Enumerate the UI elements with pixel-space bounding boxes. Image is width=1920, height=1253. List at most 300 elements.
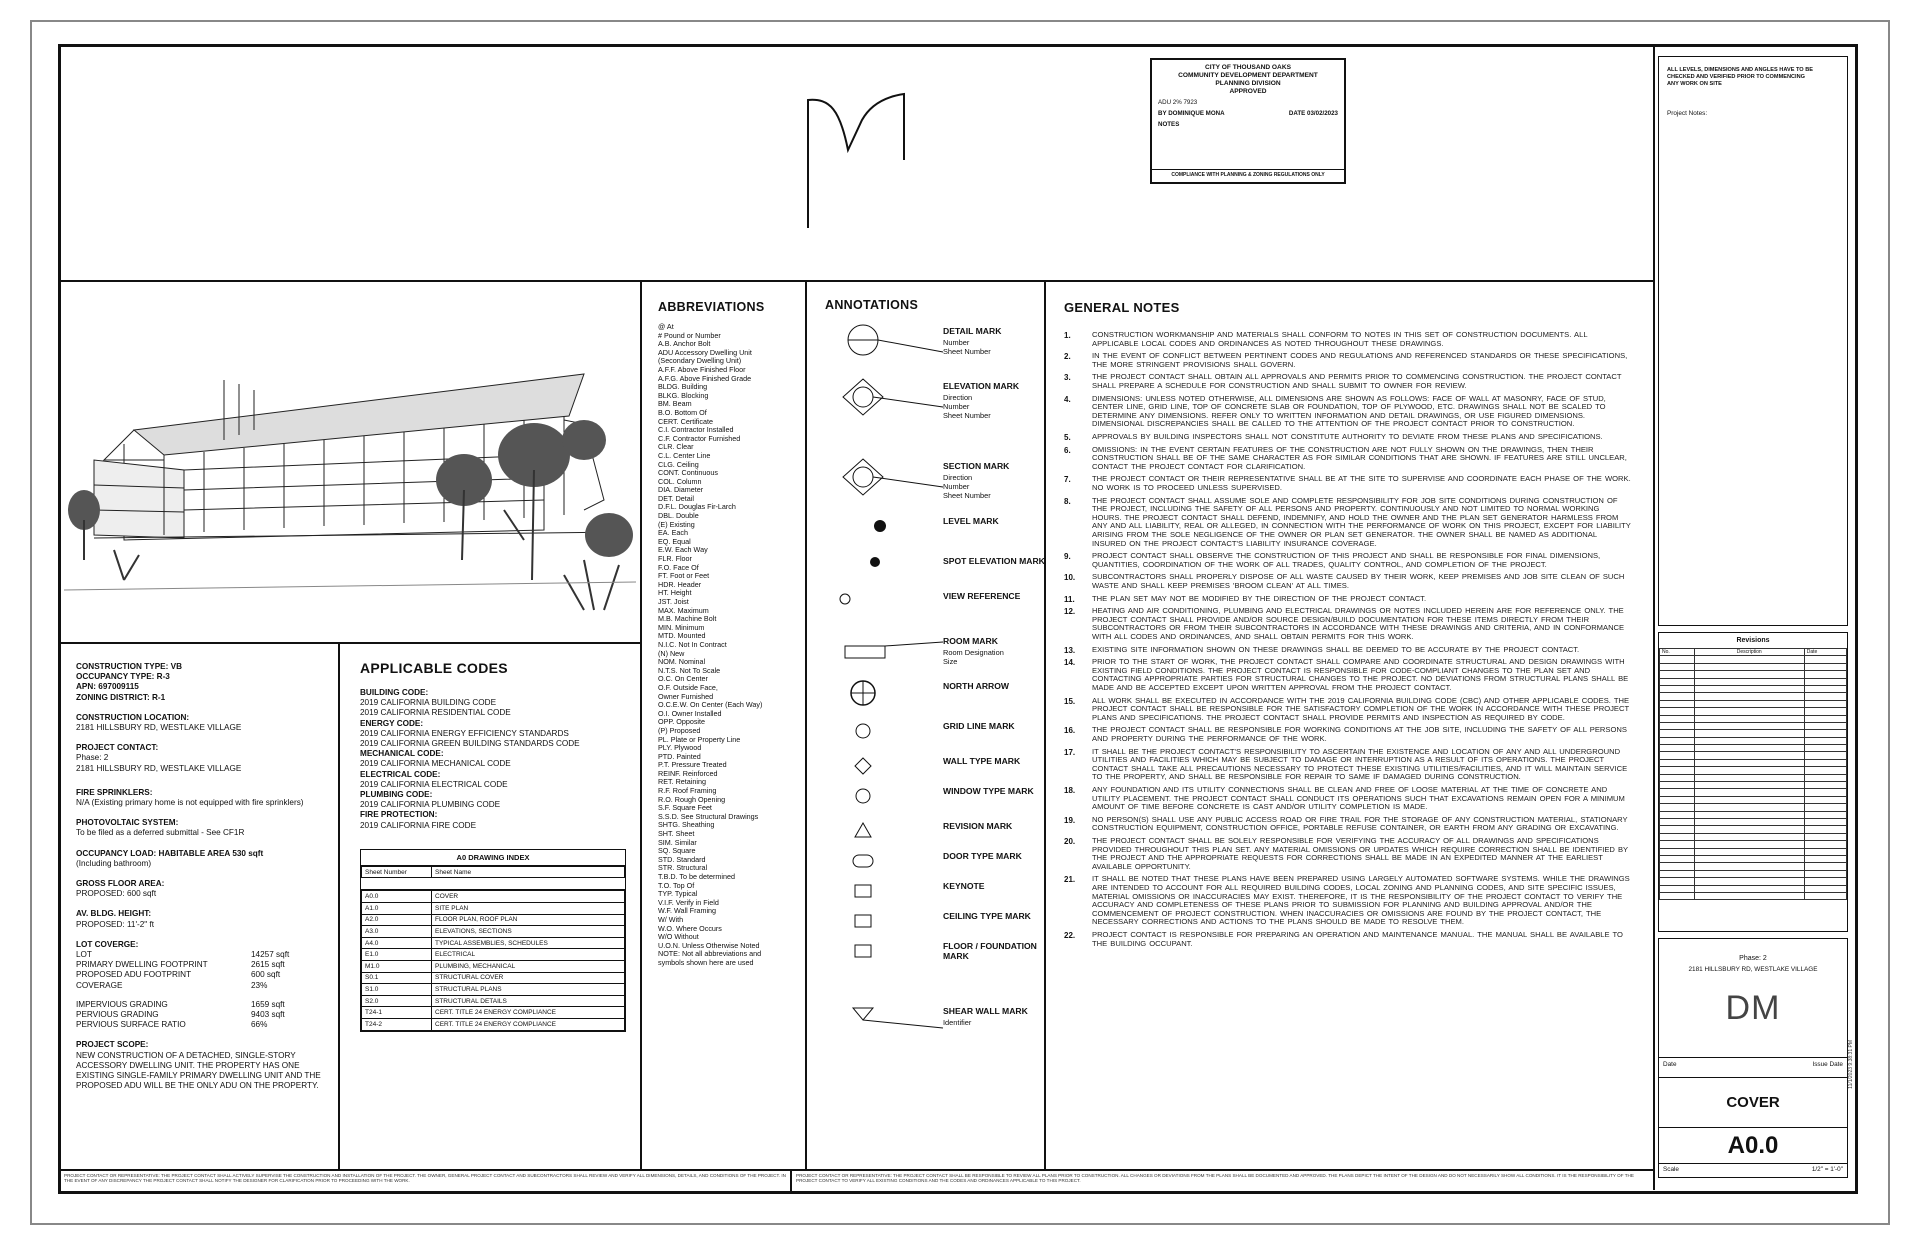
abbreviation-item: PL. Plate or Property Line (658, 735, 741, 744)
abbreviation-item: SQ. Square (658, 847, 696, 856)
revision-cell (1804, 774, 1846, 781)
index-sheet-name: CERT. TITLE 24 ENERGY COMPLIANCE (432, 1018, 625, 1030)
abbreviation-item: MIN. Minimum (658, 623, 705, 632)
note-text: IT SHALL BE THE PROJECT CONTACT'S RESPONSIBILITY TO ASCERTAIN THE EXISTENCE AND LOCATION OF ANY AND ALL UNDERGROUND UTILITIES AND FACILITIES WHICH MAY BE SUBJECT TO DAMAGE OR INTERRUPTION AS A RESULT OF ITS OPERATIONS. THE PROJECT CONTACT SHALL TAKE ALL PRECAUTIONS NECESSARY TO PROTECT THESE EXISTING UTILITIES/FACILITIES, AND IT WILL MAINTAIN SERVICE TO THE PROPERTY, AND SHALL BE RESPONSIBLE FOR REPAIR TO SAME IF DAMAGED DURING CONSTRUCTION. (1092, 746, 1628, 782)
index-col-name: Sheet Name (432, 866, 625, 878)
floor-foundation-icon (835, 937, 945, 982)
project-notes-label: Project Notes: (1667, 110, 1708, 117)
stamp-footer: COMPLIANCE WITH PLANNING & ZONING REGULATIONS ONLY (1152, 169, 1344, 178)
revision-cell (1694, 671, 1804, 678)
revision-cell (1660, 818, 1695, 825)
note-number: 16. (1064, 726, 1076, 736)
note-text: THE PROJECT CONTACT SHALL BE SOLELY RESPONSIBLE FOR VERIFYING THE ACCURACY OF ALL DRAWINGS AND SPECIFICATIONS PROVIDED THROUGHOUT THIS PLAN SET. ANY MATERIAL OMISSIONS OR UPDATES WHICH REQUIRE CORRECTION SHALL BE IDENTIFIED BY THE PROJECT AND THE APPROPRIATE REQUESTS FOR CORRECTIONS SHALL BE MADE IN AN EXPEDITED MANNER AT THE EARLIEST AVAILABLE OPPORTUNITY. (1092, 836, 1628, 871)
verify-note: ALL LEVELS, DIMENSIONS AND ANGLES HAVE TO BE CHECKED AND VERIFIED PRIOR TO COMMENCING ANY WORK ON SITE (1667, 67, 1813, 87)
abbreviation-item: CLR. Clear (658, 443, 694, 452)
revision-cell (1804, 700, 1846, 707)
abbreviation-item: S.S.D. See Structural Drawings (658, 812, 759, 821)
lot-row-label: PERVIOUS SURFACE RATIO (76, 1020, 186, 1030)
abbreviation-item: C.L. Center Line (658, 451, 711, 460)
abbreviation-item: EQ. Equal (658, 537, 691, 546)
index-row (362, 926, 625, 938)
index-sheet-number: A4.0 (362, 937, 432, 949)
note-number: 11. (1064, 594, 1075, 604)
abbreviation-item: ADU Accessory Dwelling Unit (658, 348, 752, 357)
annotation-label: LEVEL MARK (943, 516, 999, 526)
revision-cell (1804, 811, 1846, 818)
revision-cell (1694, 878, 1804, 885)
image-divider (60, 642, 640, 644)
abbreviation-item: T.B.D. To be determined (658, 873, 735, 881)
note-number: 3. (1064, 373, 1071, 383)
abbreviation-item: JST. Joist (658, 598, 689, 606)
abbreviation-item: SHTG. Sheathing (658, 821, 715, 830)
revision-cell (1804, 885, 1846, 892)
annotation-label: CEILING TYPE MARK (943, 911, 1031, 921)
note-number: 15. (1064, 696, 1076, 706)
stamp-line-2: COMMUNITY DEVELOPMENT DEPARTMENT (1178, 72, 1318, 79)
annotation-row (825, 632, 1055, 668)
abbreviation-item: PLY. Plywood (658, 744, 702, 753)
abbreviation-item: A.F.F. Above Finished Floor (658, 365, 746, 374)
revision-cell (1660, 833, 1695, 840)
annotation-row (825, 552, 1055, 588)
revision-cell (1804, 663, 1846, 670)
revision-cell (1694, 826, 1804, 833)
revision-cell (1804, 826, 1846, 833)
project-notes-box (1658, 56, 1848, 626)
revision-cell (1660, 892, 1695, 899)
sprinklers-value: N/A (Existing primary home is not equipped with fire sprinklers) (76, 798, 304, 808)
note-text: NO PERSON(S) SHALL USE ANY PUBLIC ACCESS ROAD OR FIRE TRAIL FOR THE STORAGE OF ANY CONSTRUCTION MATERIAL, STATIONARY CONSTRUCTION EQUIPMENT, CONSTRUCTION OFFICE, PORTABLE REFUSE CONTAINER, OR EARTH FROM ANY GRADING OR EXCAVATING. (1092, 814, 1628, 833)
index-sheet-name: TYPICAL ASSEMBLIES, SCHEDULES (432, 937, 625, 949)
annotation-sublabel: Sheet Number (943, 491, 991, 500)
revision-cell (1694, 767, 1804, 774)
index-sheet-name: STRUCTURAL PLANS (432, 984, 625, 996)
index-sheet-name: STRUCTURAL COVER (432, 972, 625, 984)
index-sheet-name: CERT. TITLE 24 ENERGY COMPLIANCE (432, 1007, 625, 1019)
abbreviation-item: F.O. Face Of (658, 563, 699, 572)
footer-left-note: PROJECT CONTACT OR REPRESENTATIVE: THE PROJECT CONTACT SHALL ACTIVELY SUPERVISE THE CONSTRUCTION AND INSTALLATION OF THE PROJECT. THE OWNER, GENERAL PROJECT CONTACT AND SUBCONTRACTORS SHALL REVIEW AND VERIFY ALL DIMENSIONS, DETAILS, AND CONDITIONS OF THE PROJECT. IN THE EVENT OF ANY DISCREPANCY THE PROJECT CONTACT SHALL NOTIFY THE DESIGNER FOR CLARIFICATION PRIOR TO PROCEEDING WITH THE WORK. (64, 1173, 786, 1184)
abbreviation-item: A.B. Anchor Bolt (658, 340, 711, 349)
abbreviation-item: C.F. Contractor Furnished (658, 434, 741, 443)
abbreviation-item: (P) Proposed (658, 726, 701, 735)
revision-cell (1660, 796, 1695, 803)
abbreviation-item: HDR. Header (658, 580, 702, 589)
note-text: SUBCONTRACTORS SHALL PROPERLY DISPOSE OF ALL WASTE CAUSED BY THEIR WORK, KEEP PREMISES AND JOB SITE CLEAN OF SUCH WASTE AND SHALL KEEP PREMISES 'BROOM CLEAN' AT ALL TIMES. (1092, 572, 1625, 590)
note-number: 9. (1064, 552, 1071, 562)
revision-cell (1694, 685, 1804, 692)
revision-cell (1694, 700, 1804, 707)
lot-row-value: 14257 sqft (251, 950, 290, 960)
revision-cell (1660, 745, 1695, 752)
elevation-mark-icon (835, 377, 945, 422)
tb-date-label: Date (1663, 1061, 1677, 1068)
revision-cell (1694, 841, 1804, 848)
abbreviation-item: B.O. Bottom Of (658, 408, 707, 417)
annotation-row (825, 512, 1055, 548)
annotation-label: ROOM MARK (943, 636, 998, 646)
revision-cell (1804, 892, 1846, 899)
abbreviation-item: PTD. Painted (658, 752, 701, 761)
lot-row-value: 2615 sqft (251, 960, 285, 970)
note-text: PROJECT CONTACT IS RESPONSIBLE FOR PREPARING AN OPERATION AND MAINTENANCE MANUAL. THE MANUAL SHALL BE AVAILABLE TO THE BUILDING OCCUPANT. (1092, 930, 1623, 948)
annotation-sublabel: Number (943, 482, 970, 491)
abbreviation-item: symbols shown here are used (658, 958, 754, 967)
revision-cell (1660, 693, 1695, 700)
gfa-value: PROPOSED: 600 sqft (76, 889, 157, 899)
abbreviation-item: BLDG. Building (658, 383, 708, 392)
index-sheet-name: SITE PLAN (432, 903, 625, 915)
revision-cell (1804, 730, 1846, 737)
note-number: 1. (1064, 331, 1071, 340)
revision-col-header: No. (1660, 649, 1695, 656)
index-sheet-name: ELEVATIONS, SECTIONS (432, 926, 625, 938)
revision-cell (1660, 759, 1695, 766)
note-text: IT SHALL BE NOTED THAT THESE PLANS HAVE BEEN PREPARED USING LARGELY AUTOMATED SOFTWARE SYSTEMS. WHILE THE DRAWINGS ARE INTENDED TO ACCOUNT FOR ALL REQUIRED BUILDING CODES, LOCAL ZONING AND PLANNING CODES, AND SITE SPECIFIC ISSUES, MATERIAL OMISSIONS OR INACCURACIES MAY EXIST. THEREFORE, IT IS THE RESPONSIBILITY OF THE PROJECT CONTACT TO VERIFY THE ACCURACY AND COMPLETENESS OF THESE PLANS PRIOR TO SUBMISSION FOR PLANNING AND BUILDING APPROVAL AND/OR THE COMMENCEMENT OF PROJECT CONSTRUCTION. WHEN INACCURACIES OR OMISSIONS ARE FOUND BY THE PROJECT CONTACT, THE NECESSARY CORRECTIONS AND ACTIONS TO THE PLANS SHOULD BE MADE TO RESOLVE THEM. (1092, 874, 1630, 927)
annotation-sublabel: Direction (943, 393, 973, 402)
occupancy-load-heading: OCCUPANCY LOAD: HABITABLE AREA 530 sqft (76, 848, 264, 858)
index-sheet-number: T24-1 (362, 1007, 432, 1019)
top-band-divider (60, 280, 1653, 282)
index-row (362, 949, 625, 961)
scope-value: NEW CONSTRUCTION OF A DETACHED, SINGLE-STORY ACCESSORY DWELLING UNIT. THE PROPERTY HAS ONE EXISTING SINGLE-FAMILY PRIMARY DWELLING UNIT AND THE PROPOSED ADU WILL BE THE ONLY ADU ON THE PROPERTY. (76, 1050, 321, 1091)
revision-cell (1660, 685, 1695, 692)
revision-cell (1694, 722, 1804, 729)
index-row (362, 903, 625, 915)
stamp-case: ADU 2% 7923 (1158, 99, 1198, 106)
note-number: 17. (1064, 747, 1076, 757)
index-sheet-number: T24-2 (362, 1018, 432, 1030)
revision-cell (1694, 656, 1804, 663)
tb-initials: DM (1725, 989, 1781, 1027)
note-text: DIMENSIONS: UNLESS NOTED OTHERWISE, ALL DIMENSIONS ARE SHOWN AS FOLLOWS: FACE OF WALL AT MASONRY, FACE OF STUD, CENTER LINE, GRID LINE, TOP OF CONCRETE SLAB OR FOUNDATION, TOP OF PLYWOOD, ETC. DRAWINGS SHALL NOT BE SCALED TO DETERMINE ANY DIMENSIONS. REFER ONLY TO WRITTEN INFORMATION AND DETAIL DRAWINGS, OR USE FIGURED DIMENSIONS. DIMENSIONAL DISCREPANCIES SHALL BE CALLED TO THE ATTENTION OF THE PROJECT CONTACT PRIOR TO CONSTRUCTION. (1092, 393, 1606, 429)
abbreviation-item: C.I. Contractor Installed (658, 426, 734, 435)
revision-cell (1804, 878, 1846, 885)
revision-cell (1694, 833, 1804, 840)
index-col-number: Sheet Number (362, 866, 432, 878)
annotation-row (825, 937, 1055, 973)
revision-cell (1804, 693, 1846, 700)
annotation-row (825, 782, 1055, 818)
revision-cell (1694, 885, 1804, 892)
code-line: 2019 CALIFORNIA PLUMBING CODE (360, 800, 501, 810)
note-number: 21. (1064, 875, 1076, 885)
annotation-label: GRID LINE MARK (943, 721, 1015, 731)
index-sheet-name: COVER (432, 891, 625, 903)
lot-row (76, 981, 291, 991)
revision-cell (1694, 870, 1804, 877)
note-text: THE PROJECT CONTACT OR THEIR REPRESENTATIVE SHALL BE AT THE SITE TO SUPERVISE AND COORDINATE EACH PHASE OF THE WORK. NO WORK IS TO PROCEED UNLESS SUPERVISED. (1092, 474, 1631, 492)
general-notes (1064, 300, 1649, 1151)
abbreviation-item: # Pound or Number (658, 331, 721, 340)
zoning-district: ZONING DISTRICT: R-1 (76, 692, 166, 702)
revision-cell (1660, 878, 1695, 885)
revision-cell (1694, 730, 1804, 737)
revision-cell (1804, 752, 1846, 759)
annotation-label: ELEVATION MARK (943, 381, 1020, 391)
lot-row (76, 950, 291, 960)
lot-row-value: 1659 sqft (251, 999, 285, 1009)
detail-mark-icon (835, 322, 945, 367)
lot-row-value (251, 991, 291, 1000)
dm-logo (800, 90, 910, 230)
revision-cell (1694, 759, 1804, 766)
annotation-sublabel: Number (943, 402, 970, 411)
abbreviation-item: (Secondary Dwelling Unit) (658, 357, 742, 366)
revision-cell (1660, 678, 1695, 685)
abbreviation-item: W.F. Wall Framing (658, 907, 717, 916)
lot-row-label: COVERAGE (76, 980, 123, 990)
index-sheet-name: STRUCTURAL DETAILS (432, 995, 625, 1007)
note-number: 4. (1064, 394, 1071, 404)
note-number: 10. (1064, 573, 1076, 583)
note-text: THE PLAN SET MAY NOT BE MODIFIED BY THE DIRECTION OF THE PROJECT CONTACT. (1092, 593, 1427, 603)
abbreviation-item: CERT. Certificate (658, 417, 713, 426)
note-text: PRIOR TO THE START OF WORK, THE PROJECT CONTACT SHALL COMPARE AND COORDINATE STRUCTURAL AND DESIGN DRAWINGS WITH EXISTING FIELD CONDITIONS. THE PROJECT CONTACT IS RESPONSIBLE FOR CODE-COMPLIANT CHANGES TO THE PLAN SET AND CONTACTING APPROPRIATE PARTIES FOR STRUCTURAL CHANGES TO THE PROJECT. NO DEVIATIONS FROM STRUCTURAL PLANS SHALL BE MADE AND BE ACCEPTED EXCEPT UPON WRITTEN APPROVAL FROM THE PROJECT CONTACT. (1092, 657, 1629, 692)
abbreviation-item: R.O. Rough Opening (658, 795, 726, 804)
section-mark-icon (835, 457, 945, 502)
note-number: 19. (1064, 815, 1076, 825)
annotation-row (825, 1002, 1055, 1038)
title-block (1658, 938, 1848, 1178)
revision-cell (1804, 804, 1846, 811)
abbreviation-item: DBL. Double (658, 512, 699, 521)
code-line: 2019 CALIFORNIA RESIDENTIAL CODE (360, 708, 511, 718)
revision-cell (1694, 789, 1804, 796)
stamp-notes: NOTES (1158, 121, 1180, 128)
revision-cell (1694, 796, 1804, 803)
tb-sheet-title: COVER (1659, 1077, 1847, 1127)
abbreviation-item: E.W. Each Way (658, 546, 708, 555)
abbreviation-item: STD. Standard (658, 855, 706, 864)
abbreviation-item: (N) New (658, 649, 685, 658)
revision-cell (1694, 855, 1804, 862)
revision-cell (1694, 774, 1804, 781)
abbreviation-item: COL. Column (658, 477, 702, 486)
revision-cell (1660, 848, 1695, 855)
stamp-line-3: PLANNING DIVISION (1215, 80, 1281, 87)
annotation-label: WALL TYPE MARK (943, 756, 1021, 766)
note-number: 20. (1064, 837, 1076, 846)
revision-cell (1804, 715, 1846, 722)
code-line: 2019 CALIFORNIA MECHANICAL CODE (360, 759, 511, 769)
abbreviation-item: EA. Each (658, 529, 688, 538)
revision-col-header: Description (1694, 649, 1804, 656)
note-number: 18. (1064, 786, 1076, 795)
revision-cell (1694, 715, 1804, 722)
revision-cell (1660, 804, 1695, 811)
abbreviation-item: D.F.L. Douglas Fir-Larch (658, 503, 736, 512)
revision-cell (1804, 841, 1846, 848)
revision-cell (1660, 656, 1695, 663)
revision-cell (1660, 700, 1695, 707)
annotation-label: DETAIL MARK (943, 326, 1002, 336)
revision-cell (1694, 863, 1804, 870)
abbreviation-item: O.C.E.W. On Center (Each Way) (658, 701, 763, 710)
revision-cell (1660, 782, 1695, 789)
north-arrow-icon (835, 677, 945, 722)
height-heading: AV. BLDG. HEIGHT: (76, 909, 152, 919)
lot-row-value: 600 sqft (251, 970, 281, 980)
revision-cell (1804, 796, 1846, 803)
revision-cell (1804, 737, 1846, 744)
revision-cell (1804, 671, 1846, 678)
revision-cell (1694, 693, 1804, 700)
annotations (825, 298, 1043, 1152)
index-sheet-name: PLUMBING, MECHANICAL (432, 961, 625, 973)
revision-cell (1660, 671, 1695, 678)
abbreviation-item: V.I.F. Verify in Field (658, 898, 719, 907)
index-row (362, 972, 625, 984)
contact-line-2: 2181 HILLSBURY RD, WESTLAKE VILLAGE (76, 763, 242, 773)
abbreviation-item: RET. Retaining (658, 778, 706, 787)
info-divider (338, 644, 340, 1169)
note-text: THE PROJECT CONTACT SHALL BE RESPONSIBLE FOR WORKING CONDITIONS AT THE JOB SITE, INCLUDING THE SAFETY OF ALL PERSONS AND PROPERTY DURING THE PERFORMANCE OF THE WORK. (1092, 725, 1627, 743)
index-row (362, 914, 625, 926)
lot-row-label: PRIMARY DWELLING FOOTPRINT (76, 960, 208, 970)
annotation-row (825, 677, 1055, 713)
note-text: THE PROJECT CONTACT SHALL ASSUME SOLE AND COMPLETE RESPONSIBILITY FOR JOB SITE CONDITIONS DURING CONSTRUCTION OF THE PROJECT, INCLUDING THE SAFETY OF ALL PERSONS AND PROPERTY. CONTINUOUSLY AND NOT LIMITED TO NORMAL WORKING HOURS. THE PROJECT CONTACT SHALL DEFEND, INDEMNIFY, AND HOLD THE OWNER AND THE PLAN SET GENERATOR HARMLESS FROM ANY AND ALL LIABILITY, REAL OR ALLEGED, IN CONNECTION WITH THE PERFORMANCE OF WORK ON THIS PROJECT, EXCEPT FOR LIABILITY ARISING FROM THE SOLE NEGLIGENCE OF THE OWNER OR PLAN SET GENERATOR. THE OWNER SHALL BE NAMED AS ADDITIONAL INSURED ON THE PROJECT CONTACT'S LIABILITY INSURANCE COVERAGE. (1092, 495, 1631, 548)
index-row (362, 1007, 625, 1019)
print-timestamp: 11/1/2023 9:38:31 PM (1848, 1040, 1854, 1089)
code-line: 2019 CALIFORNIA ENERGY EFFICIENCY STANDARDS (360, 728, 569, 738)
code-line: 2019 CALIFORNIA ELECTRICAL CODE (360, 779, 508, 789)
revision-cell (1804, 722, 1846, 729)
annotation-row (825, 587, 1055, 623)
general-notes-title: GENERAL NOTES (1064, 300, 1180, 315)
annotation-row (825, 457, 1055, 500)
index-sheet-number: E1.0 (362, 949, 432, 961)
lot-coverage-table (76, 950, 331, 1030)
revision-cell (1804, 745, 1846, 752)
lot-row-label: PERVIOUS GRADING (76, 1010, 159, 1020)
index-row (362, 995, 625, 1007)
code-line: 2019 CALIFORNIA GREEN BUILDING STANDARDS CODE (360, 739, 580, 749)
tb-sheet-number: A0.0 (1659, 1127, 1847, 1163)
abbreviation-item: R.F. Roof Framing (658, 787, 717, 796)
stamp-by: BY DOMINIQUE MONA (1158, 110, 1225, 117)
revision-cell (1660, 870, 1695, 877)
note-text: EXISTING SITE INFORMATION SHOWN ON THESE DRAWINGS SHALL BE DEEMED TO BE ACCURATE BY THE PROJECT CONTACT. (1092, 644, 1580, 654)
index-sheet-number: A3.0 (362, 926, 432, 938)
note-text: IN THE EVENT OF CONFLICT BETWEEN PERTINENT CODES AND REGULATIONS AND REFERENCED STANDARDS OR THESE SPECIFICATIONS, THE MORE STRINGENT PROVISIONS SHALL GOVERN. (1092, 351, 1628, 369)
scope-heading: PROJECT SCOPE: (76, 1040, 149, 1050)
abbreviation-item: BLKG. Blocking (658, 391, 709, 400)
shear-wall-icon (835, 1002, 945, 1047)
lot-row-value: 66% (251, 1020, 268, 1030)
lot-row (76, 1010, 291, 1020)
revision-cell (1694, 663, 1804, 670)
revision-cell (1804, 708, 1846, 715)
abbreviation-item: BM. Beam (658, 400, 692, 409)
stamp-line-1: CITY OF THOUSAND OAKS (1205, 64, 1291, 71)
sprinklers-heading: FIRE SPRINKLERS: (76, 787, 153, 797)
revision-cell (1660, 774, 1695, 781)
gfa-heading: GROSS FLOOR AREA: (76, 879, 165, 889)
abbreviations-title: ABBREVIATIONS (658, 300, 765, 314)
revision-cell (1804, 759, 1846, 766)
revision-cell (1804, 789, 1846, 796)
lot-row-label: IMPERVIOUS GRADING (76, 999, 168, 1009)
revisions-title: Revisions (1736, 637, 1770, 644)
revision-cell (1694, 752, 1804, 759)
index-sheet-number: M1.0 (362, 961, 432, 973)
approval-stamp (1150, 58, 1346, 184)
index-row (362, 1018, 625, 1030)
view-reference-icon (835, 587, 945, 632)
code-heading: FIRE PROTECTION: (360, 810, 438, 820)
occupancy-type: OCCUPANCY TYPE: R-3 (76, 672, 170, 682)
index-sheet-name: FLOOR PLAN, ROOF PLAN (432, 914, 625, 926)
construction-type: CONSTRUCTION TYPE: VB (76, 662, 182, 671)
abbreviation-item: SHT. Sheet (658, 830, 695, 839)
revision-col-header: Date (1804, 649, 1846, 656)
drawing-index (360, 849, 626, 1032)
lot-row (76, 960, 291, 970)
footer-mid-divider (790, 1171, 792, 1191)
code-heading: ENERGY CODE: (360, 718, 424, 728)
contact-heading: PROJECT CONTACT: (76, 743, 159, 753)
annotations-title: ANNOTATIONS (825, 298, 919, 312)
lot-row-value: 9403 sqft (251, 1010, 285, 1020)
abbreviation-item: P.T. Pressure Treated (658, 761, 727, 770)
abbreviation-item: CONT. Continuous (658, 469, 718, 478)
stamp-line-4: APPROVED (1229, 88, 1267, 95)
abbreviation-item: OPP. Opposite (658, 718, 706, 727)
project-info (76, 662, 331, 1092)
annotation-sublabel: Size (943, 657, 958, 666)
code-heading: MECHANICAL CODE: (360, 749, 444, 759)
abbreviation-item: TYP. Typical (658, 890, 698, 899)
pv-value: To be filed as a deferred submittal - See CF1R (76, 828, 245, 838)
annotation-row (825, 322, 1055, 358)
revision-cell (1660, 841, 1695, 848)
abbreviation-item: MAX. Maximum (658, 606, 709, 615)
abbreviation-item: U.O.N. Unless Otherwise Noted (658, 941, 760, 950)
revision-cell (1660, 885, 1695, 892)
contact-line-1: Phase: 2 (76, 753, 109, 763)
abbreviation-item: FLR. Floor (658, 555, 692, 564)
revision-cell (1804, 870, 1846, 877)
index-sheet-number: A2.0 (362, 914, 432, 926)
index-sheet-number: A1.0 (362, 903, 432, 915)
abbreviation-item: A.F.G. Above Finished Grade (658, 374, 752, 383)
lot-row (76, 1000, 291, 1010)
annotation-label: SECTION MARK (943, 461, 1010, 471)
abbreviation-item: M.B. Machine Bolt (658, 615, 717, 624)
annotation-label: FLOOR / FOUNDATION MARK (943, 941, 1037, 961)
revision-cell (1660, 715, 1695, 722)
annotation-label: DOOR TYPE MARK (943, 851, 1022, 861)
index-sheet-name: ELECTRICAL (432, 949, 625, 961)
index-row (362, 891, 625, 903)
index-row (362, 961, 625, 973)
annotation-label: KEYNOTE (943, 881, 985, 891)
revision-cell (1660, 855, 1695, 862)
note-text: HEATING AND AIR CONDITIONING, PLUMBING AND ELECTRICAL DRAWINGS OR NOTES INCLUDED HEREIN ARE FOR REFERENCE ONLY. THE PROJECT CONTACT SHALL PROVIDE AND/OR SOURCE DESIGN/BUILD DOCUMENTATION FOR THESE ITEMS DIRECTLY FROM THEIR SUBCONTRACTORS OR FROM THEIR SUBCONTRACTORS IN ACCORDANCE WITH THESE DRAWINGS AND CRITERIA, AND IN CONFORMANCE WITH ALL CODES AND ORDINANCES, AND SHALL OBTAIN PERMITS FOR THIS WORK. (1092, 606, 1625, 641)
annotation-label: NORTH ARROW (943, 681, 1010, 691)
annotation-label: WINDOW TYPE MARK (943, 786, 1034, 796)
abbreviation-item: W/ With (658, 915, 684, 924)
revision-cell (1694, 848, 1804, 855)
abbreviation-item: MTD. Mounted (658, 632, 706, 641)
revision-cell (1694, 818, 1804, 825)
room-mark-icon (835, 632, 945, 677)
abbreviation-item: FT. Foot or Feet (658, 572, 710, 581)
lot-row (76, 1020, 291, 1030)
tb-scale-value: 1/2" = 1'-0" (1811, 1166, 1843, 1173)
pv-heading: PHOTOVOLTAIC SYSTEM: (76, 818, 179, 828)
